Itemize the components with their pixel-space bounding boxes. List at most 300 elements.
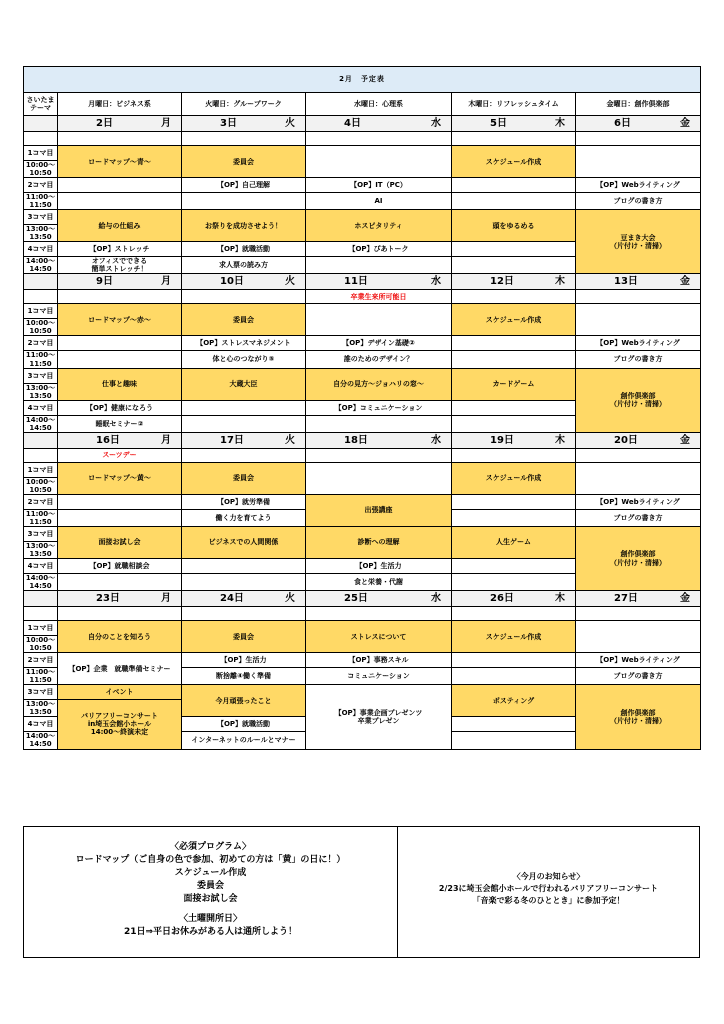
footer-notes xyxy=(23,826,700,958)
date-label xyxy=(452,435,575,447)
slot-label xyxy=(24,225,58,242)
weekday-name: 月 xyxy=(161,592,171,604)
program-cell xyxy=(306,210,452,242)
slot-label xyxy=(24,368,58,383)
program-cell xyxy=(58,242,182,257)
program-cell xyxy=(58,494,182,509)
weekday-name: 金 xyxy=(680,592,690,604)
day-number: 12日 xyxy=(490,276,514,288)
program-cell-text: 創作倶楽部 （片付け・清掃） xyxy=(610,550,666,567)
day-number: 3日 xyxy=(220,117,237,129)
date-cell xyxy=(58,116,182,132)
program-cell xyxy=(58,146,182,178)
program-cell xyxy=(58,210,182,242)
day-note xyxy=(576,290,701,304)
program-cell-text: ホスピタリティ xyxy=(354,221,403,230)
date-label xyxy=(576,435,700,447)
program-cell-text: スケジュール作成 xyxy=(485,157,542,166)
day-note xyxy=(576,132,701,146)
program-cell-text: 【OP】就職相談会 xyxy=(89,562,150,570)
program-cell xyxy=(576,146,701,178)
day-note xyxy=(452,132,576,146)
program-cell xyxy=(58,621,182,653)
program-cell-text: 【OP】コミュニケーション xyxy=(334,403,423,412)
program-cell xyxy=(306,400,452,415)
theme-header-text: 金曜日：創作倶楽部 xyxy=(606,99,670,108)
day-number: 16日 xyxy=(96,434,120,446)
day-note xyxy=(182,607,306,621)
program-cell xyxy=(182,668,306,685)
program-cell xyxy=(182,494,306,509)
program-cell xyxy=(452,400,576,415)
day-number: 26日 xyxy=(490,592,514,604)
program-cell-text: 【OP】Webライティング xyxy=(596,181,680,190)
slot-label-text: 3コマ目 xyxy=(27,529,54,538)
program-cell-text: 頭をゆるめる xyxy=(492,221,535,230)
program-cell xyxy=(452,574,576,591)
program-cell xyxy=(182,351,306,368)
day-note xyxy=(306,448,452,462)
date-label xyxy=(182,435,305,447)
day-note xyxy=(306,607,452,621)
program-cell xyxy=(452,146,576,178)
program-cell-text: ロードマップ～黄～ xyxy=(88,474,151,483)
slot-label-text: 14:00～ 14:50 xyxy=(25,732,56,749)
program-cell-text: 【OP】ぴあトーク xyxy=(348,245,409,254)
program-cell xyxy=(576,685,701,749)
theme-header xyxy=(306,93,452,116)
program-cell xyxy=(182,336,306,351)
date-cell xyxy=(452,432,576,448)
slot-label xyxy=(24,732,58,749)
slot-label xyxy=(24,383,58,400)
slot-label-text: 3コマ目 xyxy=(27,371,54,380)
page-title-text: 2月 予定表 xyxy=(339,75,385,84)
program-cell-text: 面接お試し会 xyxy=(98,538,141,547)
day-number: 19日 xyxy=(490,434,514,446)
schedule-sheet xyxy=(23,66,700,958)
program-cell-text: ブログの書き方 xyxy=(613,355,663,364)
day-note xyxy=(182,290,306,304)
program-cell xyxy=(58,336,182,351)
weekday-name: 月 xyxy=(161,276,171,288)
slot-label-text: 1コマ目 xyxy=(27,148,54,157)
slot-label-text: 2コマ目 xyxy=(27,656,54,665)
date-blank xyxy=(24,274,58,290)
program-cell xyxy=(58,526,182,558)
program-cell xyxy=(576,368,701,432)
program-cell-text: ビジネスでの人間関係 xyxy=(208,538,279,547)
program-cell-text: 創作倶楽部 （片付け・清掃） xyxy=(610,708,666,725)
date-label xyxy=(576,593,700,605)
program-cell xyxy=(58,193,182,210)
weekday-name: 水 xyxy=(431,434,441,446)
slot-label xyxy=(24,146,58,161)
program-cell-text: 【OP】健康になろう xyxy=(85,403,154,412)
slot-label-text: 13:00～ 13:50 xyxy=(25,225,56,242)
theme-header xyxy=(58,93,182,116)
slot-label xyxy=(24,636,58,653)
program-cell-text: 誰のためのデザイン？ xyxy=(343,355,414,364)
program-cell xyxy=(182,257,306,274)
day-note xyxy=(58,448,182,462)
program-cell-text: 体と心のつながり⑤ xyxy=(212,355,275,364)
program-cell xyxy=(58,368,182,400)
program-cell xyxy=(576,193,701,210)
day-note xyxy=(452,607,576,621)
date-blank xyxy=(24,432,58,448)
program-cell xyxy=(576,178,701,193)
program-cell xyxy=(452,559,576,574)
day-number: 20日 xyxy=(614,434,638,446)
program-cell xyxy=(58,462,182,494)
theme-header xyxy=(182,93,306,116)
day-note xyxy=(58,607,182,621)
program-cell xyxy=(182,400,306,415)
program-cell-text: ブログの書き方 xyxy=(613,197,663,206)
day-note xyxy=(452,290,576,304)
program-cell-text: ポスティング xyxy=(492,696,535,705)
date-cell xyxy=(306,591,452,607)
slot-label xyxy=(24,336,58,351)
day-note-text: スーツデー xyxy=(102,451,137,460)
program-cell xyxy=(452,668,576,685)
program-cell xyxy=(182,653,306,668)
slot-label-text: 14:00～ 14:50 xyxy=(25,574,56,591)
day-number: 4日 xyxy=(344,117,361,129)
day-number: 17日 xyxy=(220,434,244,446)
theme-label-text: さいたま テーマ xyxy=(26,95,55,112)
weekday-name: 火 xyxy=(285,117,295,129)
slot-label xyxy=(24,526,58,541)
required-programs xyxy=(24,827,398,957)
program-cell xyxy=(58,257,182,274)
date-label xyxy=(452,276,575,288)
day-number: 27日 xyxy=(614,592,638,604)
program-cell-text: ブログの書き方 xyxy=(613,513,663,522)
weekday-name: 木 xyxy=(555,117,565,129)
date-cell xyxy=(576,591,701,607)
program-cell-text: 【OP】デザイン基礎② xyxy=(342,339,415,348)
program-cell-text: バリアフリーコンサート in埼玉会館小ホール 14:00～終演未定 xyxy=(81,712,158,737)
program-cell-text: 自分の見方～ジョハリの窓～ xyxy=(333,380,424,389)
weekday-name: 水 xyxy=(431,276,441,288)
program-cell xyxy=(58,574,182,591)
weekday-name: 木 xyxy=(555,434,565,446)
slot-label-text: 3コマ目 xyxy=(27,213,54,222)
program-cell xyxy=(306,668,452,685)
program-cell-text: 自分のことを知ろう xyxy=(88,632,151,641)
weekday-name: 月 xyxy=(161,117,171,129)
date-label xyxy=(306,118,451,130)
program-cell xyxy=(452,685,576,717)
program-cell-text: 【OP】ストレッチ xyxy=(89,245,150,254)
program-cell xyxy=(452,509,576,526)
program-cell xyxy=(452,462,576,494)
program-cell xyxy=(182,509,306,526)
weekday-name: 火 xyxy=(285,434,295,446)
day-note xyxy=(306,132,452,146)
program-cell-text: 委員会 xyxy=(233,157,254,166)
date-cell xyxy=(306,432,452,448)
weekday-name: 金 xyxy=(680,434,690,446)
program-cell xyxy=(58,685,182,700)
weekday-name: 火 xyxy=(285,592,295,604)
day-number: 24日 xyxy=(220,592,244,604)
date-cell xyxy=(452,591,576,607)
program-cell xyxy=(306,242,452,257)
program-cell-text: スケジュール作成 xyxy=(485,315,542,324)
program-cell xyxy=(306,574,452,591)
program-cell-text: インターネットのルールとマナー xyxy=(191,736,296,745)
program-cell xyxy=(452,351,576,368)
program-cell-text: 豆まき大会 （片付け・清掃） xyxy=(610,233,666,250)
day-number: 2日 xyxy=(96,117,113,129)
program-cell-text: AI xyxy=(374,197,383,206)
date-label xyxy=(452,118,575,130)
program-cell xyxy=(576,509,701,526)
program-cell-text: オフィスでできる 簡単ストレッチ！ xyxy=(91,257,148,274)
date-cell xyxy=(576,274,701,290)
date-label xyxy=(452,593,575,605)
slot-label-text: 11:00～ 11:50 xyxy=(25,668,56,685)
slot-label xyxy=(24,462,58,477)
slot-label xyxy=(24,541,58,558)
weekday-name: 金 xyxy=(680,117,690,129)
program-cell xyxy=(306,415,452,432)
day-number: 11日 xyxy=(344,276,368,288)
slot-label xyxy=(24,653,58,668)
slot-label-text: 2コマ目 xyxy=(27,181,54,190)
program-cell xyxy=(58,415,182,432)
program-cell xyxy=(452,257,576,274)
program-cell-text: ストレスについて xyxy=(350,632,407,641)
note-blank xyxy=(24,290,58,304)
slot-label-text: 2コマ目 xyxy=(27,497,54,506)
slot-label xyxy=(24,685,58,700)
slot-label-text: 4コマ目 xyxy=(27,562,54,570)
date-label xyxy=(182,593,305,605)
weekday-name: 月 xyxy=(161,434,171,446)
program-cell xyxy=(182,146,306,178)
program-cell xyxy=(306,621,452,653)
program-cell xyxy=(452,415,576,432)
date-cell xyxy=(182,274,306,290)
day-number: 6日 xyxy=(614,117,631,129)
program-cell-text: 【OP】ストレスマネジメント xyxy=(196,339,291,348)
theme-header-text: 月曜日：ビジネス系 xyxy=(88,99,151,108)
program-cell-text: 給与の仕組み xyxy=(98,221,141,230)
program-cell xyxy=(58,559,182,574)
program-cell xyxy=(182,526,306,558)
program-cell xyxy=(452,621,576,653)
slot-label xyxy=(24,509,58,526)
notice-heading: 〈今月のお知らせ〉 xyxy=(512,872,585,881)
date-cell xyxy=(576,116,701,132)
date-cell xyxy=(58,274,182,290)
program-cell xyxy=(452,717,576,732)
program-cell-text: 委員会 xyxy=(233,315,254,324)
monthly-notice xyxy=(398,827,699,957)
program-cell-text: スケジュール作成 xyxy=(485,474,542,483)
slot-label xyxy=(24,559,58,574)
slot-label xyxy=(24,193,58,210)
date-blank xyxy=(24,591,58,607)
date-cell xyxy=(306,274,452,290)
date-cell xyxy=(58,591,182,607)
required-line: 委員会 xyxy=(196,881,224,891)
slot-label xyxy=(24,257,58,274)
program-cell xyxy=(58,700,182,749)
program-cell-text: 【OP】事業企画プレゼンツ 卒業プレゼン xyxy=(334,708,423,725)
program-cell xyxy=(58,178,182,193)
program-cell-text: お祭りを成功させよう！ xyxy=(205,221,282,230)
slot-label-text: 11:00～ 11:50 xyxy=(25,509,56,526)
theme-header-text: 水曜日：心理系 xyxy=(354,99,403,108)
program-cell-text: 求人票の読み方 xyxy=(219,261,268,270)
program-cell xyxy=(306,653,452,668)
day-note xyxy=(576,607,701,621)
program-cell-text: スケジュール作成 xyxy=(485,632,542,641)
date-label xyxy=(576,276,700,288)
program-cell xyxy=(58,304,182,336)
day-note xyxy=(452,448,576,462)
weekday-name: 木 xyxy=(555,276,565,288)
date-cell xyxy=(182,591,306,607)
slot-label xyxy=(24,304,58,319)
day-number: 9日 xyxy=(96,276,113,288)
program-cell-text: 【OP】就職活動 xyxy=(216,720,271,729)
slot-label xyxy=(24,178,58,193)
day-note xyxy=(58,132,182,146)
required-line: 面接お試し会 xyxy=(183,894,238,904)
slot-label-text: 14:00～ 14:50 xyxy=(25,257,56,274)
program-cell xyxy=(306,462,452,494)
date-label xyxy=(58,435,181,447)
program-cell-text: 委員会 xyxy=(233,474,254,483)
slot-label xyxy=(24,574,58,591)
slot-label-text: 1コマ目 xyxy=(27,465,54,474)
slot-label-text: 10:00～ 10:50 xyxy=(25,636,56,653)
weekday-name: 木 xyxy=(555,592,565,604)
saturday-line: 21日⇒平日お休みがある人は通所しよう！ xyxy=(123,927,298,937)
slot-label-text: 13:00～ 13:50 xyxy=(25,383,56,400)
theme-header xyxy=(452,93,576,116)
date-label xyxy=(182,118,305,130)
program-cell-text: 【OP】事務スキル xyxy=(348,656,409,665)
slot-label-text: 14:00～ 14:50 xyxy=(25,415,56,432)
day-note xyxy=(58,290,182,304)
day-number: 5日 xyxy=(490,117,507,129)
program-cell xyxy=(576,621,701,653)
slot-label-text: 11:00～ 11:50 xyxy=(25,351,56,368)
program-cell xyxy=(182,621,306,653)
date-cell xyxy=(452,116,576,132)
slot-label-text: 4コマ目 xyxy=(27,720,54,729)
program-cell xyxy=(306,193,452,210)
program-cell xyxy=(306,351,452,368)
required-line: スケジュール作成 xyxy=(174,868,247,878)
program-cell-text: ロードマップ～青～ xyxy=(88,157,151,166)
program-cell-text: 創作倶楽部 （片付け・清掃） xyxy=(610,392,666,409)
slot-label-text: 13:00～ 13:50 xyxy=(25,700,56,717)
program-cell-text: コミュニケーション xyxy=(347,672,410,681)
slot-label xyxy=(24,210,58,225)
date-label xyxy=(58,593,181,605)
date-cell xyxy=(58,432,182,448)
weekday-name: 水 xyxy=(431,117,441,129)
slot-label xyxy=(24,319,58,336)
slot-label xyxy=(24,700,58,717)
program-cell-text: ブログの書き方 xyxy=(613,672,663,681)
weekday-name: 金 xyxy=(680,276,690,288)
program-cell xyxy=(182,559,306,574)
program-cell xyxy=(58,351,182,368)
program-cell xyxy=(576,462,701,494)
day-note xyxy=(182,132,306,146)
program-cell xyxy=(306,336,452,351)
date-label xyxy=(306,276,451,288)
program-cell xyxy=(306,257,452,274)
slot-label-text: 10:00～ 10:50 xyxy=(25,161,56,178)
slot-label xyxy=(24,415,58,432)
program-cell-text: 睡眠セミナー② xyxy=(95,419,144,428)
date-label xyxy=(58,276,181,288)
theme-header-text: 木曜日：リフレッシュタイム xyxy=(468,99,559,108)
slot-label-text: 1コマ目 xyxy=(27,307,54,316)
weekday-name: 火 xyxy=(285,276,295,288)
program-cell-text: 【OP】生活力 xyxy=(220,656,267,665)
program-cell xyxy=(452,193,576,210)
date-cell xyxy=(452,274,576,290)
notice-line: 2/23に埼玉会館小ホールで行われるバリアフリーコンサート xyxy=(438,884,659,893)
day-number: 10日 xyxy=(220,276,244,288)
schedule-table xyxy=(23,66,701,750)
program-cell xyxy=(182,193,306,210)
slot-label xyxy=(24,400,58,415)
program-cell-text: 大蔵大臣 xyxy=(229,380,258,389)
slot-label-text: 2コマ目 xyxy=(27,339,54,348)
program-cell xyxy=(182,304,306,336)
theme-label xyxy=(24,93,58,116)
program-cell-text: 出張講座 xyxy=(364,506,393,515)
date-cell xyxy=(182,432,306,448)
slot-label xyxy=(24,477,58,494)
day-number: 18日 xyxy=(344,434,368,446)
program-cell-text: 【OP】自己理解 xyxy=(216,181,271,190)
program-cell xyxy=(182,717,306,732)
date-cell xyxy=(306,116,452,132)
slot-label xyxy=(24,161,58,178)
program-cell xyxy=(576,336,701,351)
program-cell-text: 【OP】生活力 xyxy=(355,562,402,570)
program-cell-text: 委員会 xyxy=(233,632,254,641)
program-cell xyxy=(182,685,306,717)
program-cell xyxy=(306,304,452,336)
day-number: 23日 xyxy=(96,592,120,604)
program-cell xyxy=(452,732,576,749)
program-cell xyxy=(182,415,306,432)
slot-label xyxy=(24,717,58,732)
program-cell xyxy=(182,574,306,591)
date-label xyxy=(58,118,181,130)
day-note xyxy=(576,448,701,462)
notice-line: 「音楽で彩る冬のひととき」に参加予定！ xyxy=(472,896,625,905)
program-cell xyxy=(576,304,701,336)
slot-label-text: 10:00～ 10:50 xyxy=(25,477,56,494)
program-cell xyxy=(182,732,306,749)
program-cell-text: 食と栄養・代謝 xyxy=(354,578,403,587)
